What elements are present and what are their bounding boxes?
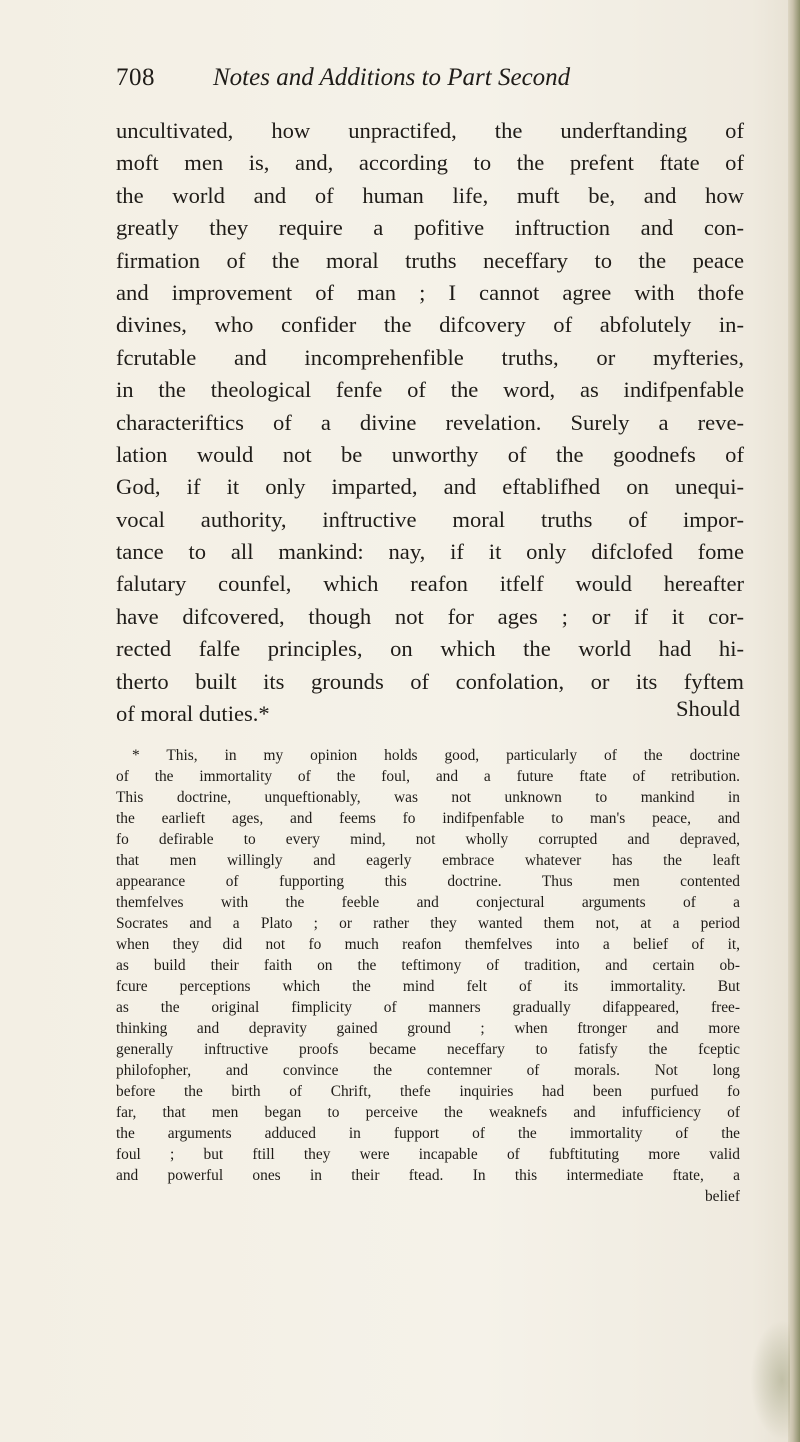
footnote-line: appearance of fupporting this doctrine. Thus men contented xyxy=(116,873,740,890)
text-line: firmation of the moral truths neceffary to the peace xyxy=(116,247,744,273)
footnote-line: the arguments adduced in fupport of the immortality of the xyxy=(116,1125,740,1142)
footnote-line: the earlieft ages, and feems fo indifpenfable to man's peace, and xyxy=(116,810,740,827)
running-title: Notes and Additions to Part Second xyxy=(213,64,571,91)
text-line: the world and of human life, muft be, and how xyxy=(116,182,744,208)
text-line: rected falfe principles, on which the world had hi- xyxy=(116,636,744,662)
footnote-line: generally inftructive proofs became neceffary to fatisfy the fceptic xyxy=(116,1041,740,1058)
text-line: in the theological fenfe of the word, as indifpenfable xyxy=(116,377,744,403)
text-line: have difcovered, though not for ages ; or if it cor- xyxy=(116,603,744,629)
text-line: of moral duties.* xyxy=(116,701,270,727)
catchword: Should xyxy=(675,696,740,721)
page-header xyxy=(116,60,756,100)
footnote-line: foul ; but ftill they were incapable of fubftituting more valid xyxy=(116,1146,740,1163)
footnote-line: fcure perceptions which the mind felt of its immortality. But xyxy=(116,978,740,995)
page-stain xyxy=(750,1320,790,1440)
footnote-line: Socrates and a Plato ; or rather they wanted them not, at a period xyxy=(116,915,740,932)
footnote-line: as the original fimplicity of manners gradually difappeared, free- xyxy=(116,999,740,1016)
text-line: uncultivated, how unpractifed, the underftanding of xyxy=(116,118,744,143)
text-line: God, if it only imparted, and eftablifhed on unequi- xyxy=(116,474,744,500)
text-line: and improvement of man ; I cannot agree with thofe xyxy=(116,279,744,305)
footnote-line: that men willingly and eagerly embrace whatever has the leaft xyxy=(116,852,740,869)
text-line: divines, who confider the difcovery of abfolutely in- xyxy=(116,312,744,338)
footnote-line: far, that men began to perceive the weaknefs and infufficiency of xyxy=(116,1104,740,1121)
footnote xyxy=(116,745,740,1207)
text-line: falutary counfel, which reafon itfelf would hereafter xyxy=(116,571,744,597)
text-line: greatly they require a pofitive inftruction and con- xyxy=(116,215,744,241)
footnote-line: thinking and depravity gained ground ; when ftronger and more xyxy=(116,1020,740,1037)
page-edge xyxy=(788,0,800,1442)
text-line: fcrutable and incomprehenfible truths, or myfteries, xyxy=(116,344,744,370)
text-line: characteriftics of a divine revelation. Surely a reve- xyxy=(116,409,744,435)
text-line: tance to all mankind: nay, if it only difclofed fome xyxy=(116,539,744,565)
footnote-line: of the immortality of the foul, and a future ftate of retribution. xyxy=(116,768,740,785)
page-number: 708 xyxy=(116,64,155,91)
text-line: therto built its grounds of confolation, or its fyftem xyxy=(116,668,744,694)
text-line: vocal authority, inftructive moral truths of impor- xyxy=(116,506,744,532)
footnote-line: when they did not fo much reafon themfelves into a belief of it, xyxy=(116,936,740,953)
text-line: lation would not be unworthy of the goodnefs of xyxy=(116,441,744,467)
footnote-line: and powerful ones in their ftead. In this intermediate ftate, a xyxy=(116,1167,740,1184)
footnote-line: This doctrine, unqueftionably, was not unknown to mankind in xyxy=(116,789,740,806)
footnote-line: * This, in my opinion holds good, particularly of the doctrine xyxy=(132,747,740,764)
footnote-line: philofopher, and convince the contemner of morals. Not long xyxy=(116,1062,740,1079)
footnote-line: before the birth of Chrift, thefe inquiries had been purfued fo xyxy=(116,1083,740,1100)
text-line: moft men is, and, according to the prefent ftate of xyxy=(116,150,744,176)
footnote-line: as build their faith on the teftimony of tradition, and certain ob- xyxy=(116,957,740,974)
main-text xyxy=(116,115,744,730)
footnote-line: fo defirable to every mind, not wholly corrupted and depraved, xyxy=(116,831,740,848)
footnote-catchword: belief xyxy=(704,1188,740,1205)
footnote-line: themfelves with the feeble and conjectural arguments of a xyxy=(116,894,740,911)
